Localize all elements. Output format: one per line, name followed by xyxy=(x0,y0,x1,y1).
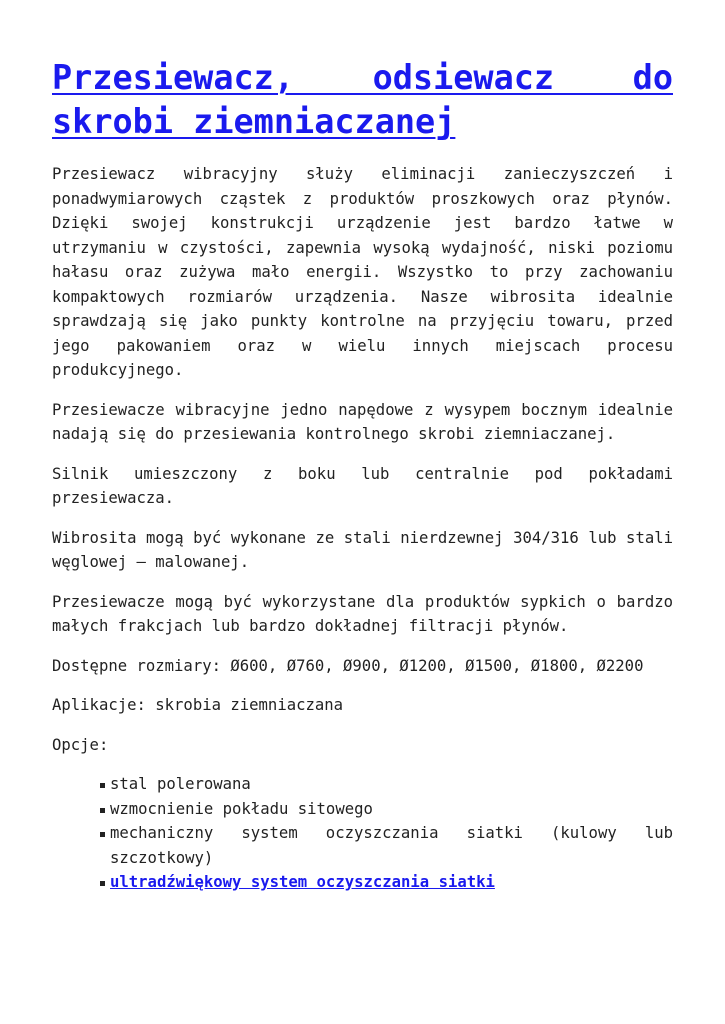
article-title-link[interactable]: Przesiewacz, odsiewacz do skrobi ziemniaczanej xyxy=(52,58,673,141)
option-link-ultrasonic[interactable]: ultradźwiękowy system oczyszczania siatki xyxy=(110,873,495,891)
list-item xyxy=(110,772,673,797)
square-bullet-icon xyxy=(100,783,105,788)
square-bullet-icon xyxy=(100,808,105,813)
options-list xyxy=(52,772,673,895)
article-title xyxy=(52,56,673,144)
option-label: mechaniczny system oczyszczania siatki (kulowy lub szczotkowy) xyxy=(110,824,673,867)
paragraph-intro: Przesiewacz wibracyjny służy eliminacji zanieczyszczeń i ponadwymiarowych cząstek z produktów proszkowych oraz płynów. Dzięki swojej konstrukcji urządzenie jest bardzo łatwe w utrzymaniu w czystości, zapewnia wysoką wydajność, niski poziomu hałasu oraz zużywa mało energii. Wszystko to przy zachowaniu kompaktowych rozmiarów urządzenia. Nasze wibrosita idealnie sprawdzają się jako punkty kontrolne na przyjęciu towaru, przed jego pakowaniem oraz w wielu innych miejscach procesu produkcyjnego. xyxy=(52,165,673,379)
article xyxy=(52,56,673,895)
paragraph-material: Wibrosita mogą być wykonane ze stali nierdzewnej 304/316 lub stali węglowej – malowanej. xyxy=(52,528,673,571)
option-label: stal polerowana xyxy=(110,775,251,793)
paragraph-side-outlet: Przesiewacze wibracyjne jedno napędowe z wysypem bocznym idealnie nadają się do przesiewania kontrolnego skrobi ziemniaczanej. xyxy=(52,400,673,443)
option-label: wzmocnienie pokładu sitowego xyxy=(110,799,373,818)
square-bullet-icon xyxy=(100,881,105,886)
paragraph-sizes: Dostępne rozmiary: Ø600, Ø760, Ø900, Ø1200, Ø1500, Ø1800, Ø2200 xyxy=(52,656,644,675)
list-item xyxy=(110,797,673,822)
list-item xyxy=(110,870,673,895)
square-bullet-icon xyxy=(100,832,105,837)
paragraph-applications: Aplikacje: skrobia ziemniaczana xyxy=(52,696,344,714)
paragraph-motor: Silnik umieszczony z boku lub centralnie pod pokładami przesiewacza. xyxy=(52,464,673,507)
paragraph-options-heading: Opcje: xyxy=(52,735,109,754)
list-item xyxy=(110,821,673,870)
paragraph-usage: Przesiewacze mogą być wykorzystane dla produktów sypkich o bardzo małych frakcjach lub bardzo dokładnej filtracji płynów. xyxy=(52,592,673,635)
